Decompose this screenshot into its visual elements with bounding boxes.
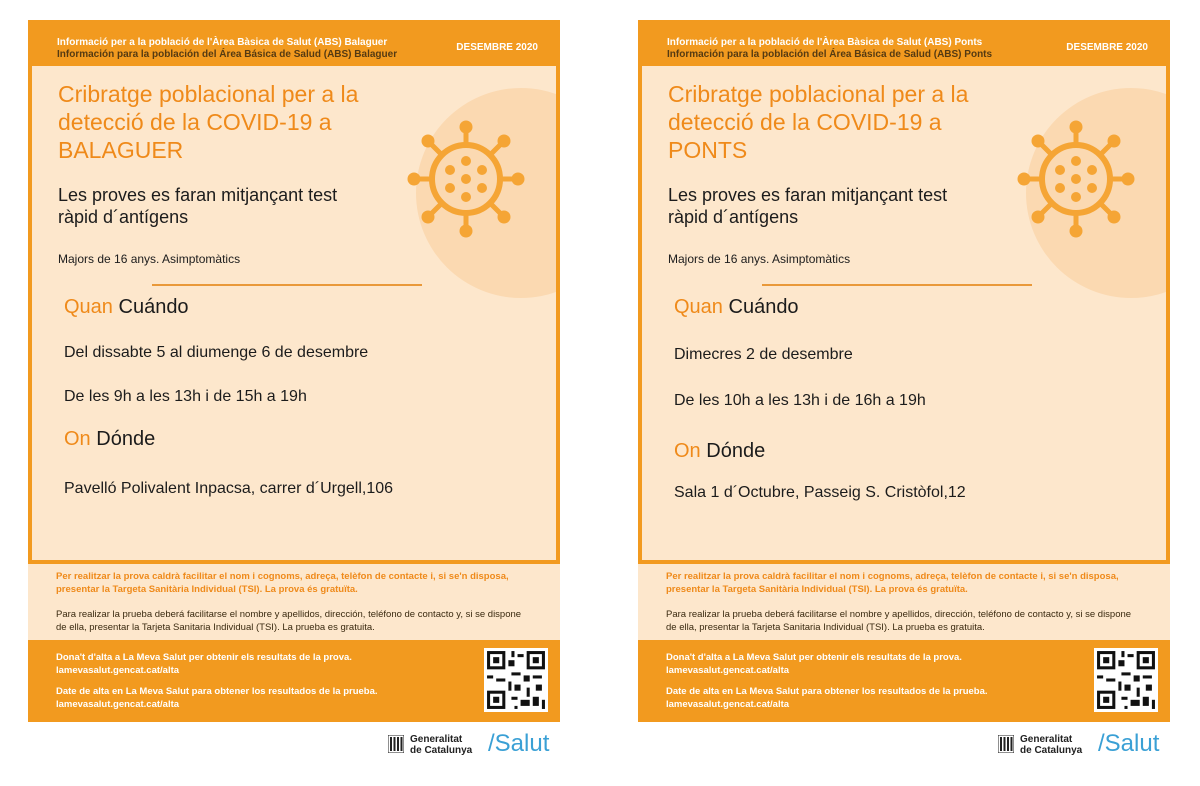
requirements-catalan: Per realitzar la prova caldrà facilitar el nom i cognoms, adreça, telèfon de contacte i, si se'n disposa, presentar la Targeta Sanitària Individual (TSI). La prova és gratuïta. (666, 571, 1119, 595)
requirements-spanish: Para realizar la prueba deberá facilitarse el nombre y apellidos, dirección, teléfono de contacto y, si se dispone de ella, presentar la Tarjeta Sanitaria Individual (TSI). La prueba es gratuita. (56, 609, 522, 633)
where-keyword: On (674, 440, 701, 462)
target-audience: Majors de 16 anys. Asimptomàtics (668, 252, 851, 266)
generalitat-line: Generalitat (410, 734, 463, 745)
subtitle-line: ràpid d´antígens (58, 207, 189, 227)
where-keyword: On (64, 428, 91, 450)
when-spanish: Cuándo (728, 296, 799, 318)
when-heading (64, 296, 189, 319)
senyera-flag-icon (998, 735, 1014, 753)
results-url-catalan[interactable]: lamevasalut.gencat.cat/alta (56, 665, 180, 676)
title-line: PONTS (668, 137, 748, 163)
when-days: Dimecres 2 de desembre (674, 346, 853, 363)
title-line: detecció de la COVID-19 a (668, 109, 942, 135)
results-url-catalan[interactable]: lamevasalut.gencat.cat/alta (666, 665, 790, 676)
virus-icon (1016, 119, 1136, 239)
poster-subtitle (668, 184, 947, 228)
poster-header-bar (28, 20, 560, 66)
requirements-spanish: Para realizar la prueba deberá facilitarse el nombre y apellidos, dirección, teléfono de contacto y, si se dispone de ella, presentar la Tarjeta Sanitaria Individual (TSI). La prueba es gratuita. (666, 609, 1132, 633)
results-url-spanish[interactable]: lamevasalut.gencat.cat/alta (666, 699, 790, 710)
when-hours: De les 10h a les 13h i de 16h a 19h (674, 392, 926, 409)
results-url-spanish[interactable]: lamevasalut.gencat.cat/alta (56, 699, 180, 710)
results-catalan: Dona't d'alta a La Meva Salut per obtenir els resultats de la prova. (666, 652, 962, 663)
virus-icon (406, 119, 526, 239)
header-info-catalan: Informació per a la població de l'Àrea Bàsica de Salut (ABS) Balaguer (57, 37, 388, 48)
generalitat-line: de Catalunya (410, 745, 473, 756)
results-spanish: Date de alta en La Meva Salut para obtener los resultados de la prueba. (666, 686, 988, 697)
when-heading (674, 296, 799, 319)
requirements-section (28, 564, 560, 640)
where-heading (64, 428, 155, 451)
qr-code-icon[interactable] (484, 648, 548, 712)
results-section (638, 640, 1170, 722)
poster-main-panel (32, 66, 556, 560)
generalitat-wordmark (1020, 734, 1082, 756)
qr-code-icon[interactable] (1094, 648, 1158, 712)
target-audience: Majors de 16 anys. Asimptomàtics (58, 252, 241, 266)
where-spanish: Dónde (96, 428, 156, 450)
title-line: BALAGUER (58, 137, 184, 163)
poster-date: DESEMBRE 2020 (1066, 42, 1148, 53)
divider (762, 284, 1032, 286)
senyera-flag-icon (388, 735, 404, 753)
subtitle-line: Les proves es faran mitjançant test (58, 185, 338, 205)
poster-subtitle (58, 184, 337, 228)
salut-wordmark: /Salut (488, 730, 550, 757)
poster-balaguer (28, 20, 560, 722)
generalitat-wordmark (410, 734, 472, 756)
poster-title (58, 80, 418, 164)
poster-ponts (638, 20, 1170, 722)
when-spanish: Cuándo (118, 296, 189, 318)
where-heading (674, 440, 765, 463)
generalitat-line: Generalitat (1020, 734, 1073, 745)
results-spanish: Date de alta en La Meva Salut para obtener los resultados de la prueba. (56, 686, 378, 697)
poster-header-bar (638, 20, 1170, 66)
subtitle-line: ràpid d´antígens (668, 207, 799, 227)
requirements-section (638, 564, 1170, 640)
title-line: Cribratge poblacional per a la (668, 81, 969, 107)
poster-date: DESEMBRE 2020 (456, 42, 538, 53)
generalitat-line: de Catalunya (1020, 745, 1083, 756)
header-info-catalan: Informació per a la població de l'Àrea Bàsica de Salut (ABS) Ponts (667, 37, 983, 48)
when-keyword: Quan (64, 296, 113, 318)
when-days: Del dissabte 5 al diumenge 6 de desembre (64, 344, 369, 361)
divider (152, 284, 422, 286)
when-hours: De les 9h a les 13h i de 15h a 19h (64, 388, 307, 405)
where-spanish: Dónde (706, 440, 766, 462)
requirements-catalan: Per realitzar la prova caldrà facilitar el nom i cognoms, adreça, telèfon de contacte i, si se'n disposa, presentar la Targeta Sanitària Individual (TSI). La prova és gratuïta. (56, 571, 509, 595)
where-place: Sala 1 d´Octubre, Passeig S. Cristòfol,12 (674, 484, 966, 501)
header-info-spanish: Información para la población del Área Básica de Salud (ABS) Balaguer (57, 49, 398, 60)
when-keyword: Quan (674, 296, 723, 318)
poster-title (668, 80, 1028, 164)
poster-main-panel (642, 66, 1166, 560)
salut-wordmark: /Salut (1098, 730, 1160, 757)
title-line: Cribratge poblacional per a la (58, 81, 359, 107)
header-info-spanish: Información para la población del Área Básica de Salud (ABS) Ponts (667, 49, 993, 60)
subtitle-line: Les proves es faran mitjançant test (668, 185, 948, 205)
where-place: Pavelló Polivalent Inpacsa, carrer d´Urgell,106 (64, 480, 394, 497)
results-catalan: Dona't d'alta a La Meva Salut per obtenir els resultats de la prova. (56, 652, 352, 663)
title-line: detecció de la COVID-19 a (58, 109, 332, 135)
results-section (28, 640, 560, 722)
